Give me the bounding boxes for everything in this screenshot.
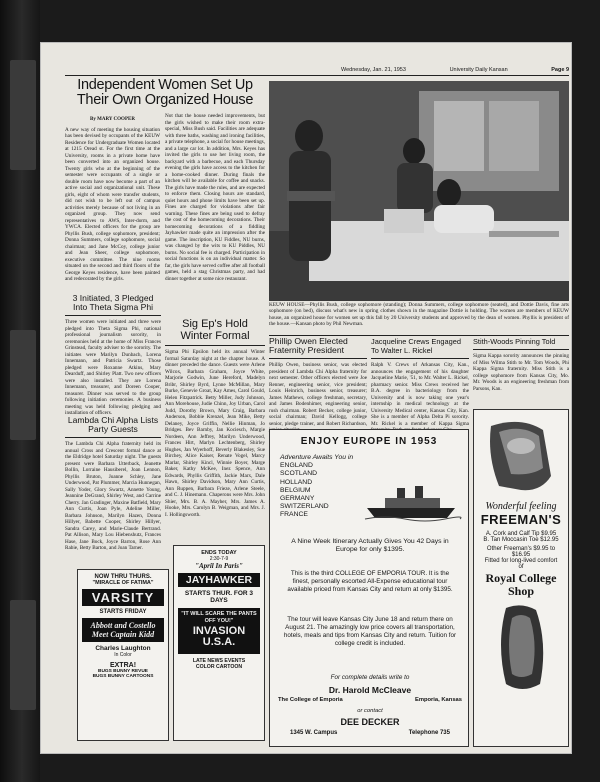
story-theta-sigma-phi — [65, 294, 161, 414]
binder-tab — [10, 330, 36, 440]
ad-address: 1345 W. Campus — [290, 730, 338, 736]
ad-fitted: Fitted for long-lived comfort of — [484, 558, 558, 570]
page-number: Page 9 — [551, 67, 569, 73]
header-rule — [65, 75, 569, 76]
photo-image — [269, 81, 569, 301]
story-text: Sigma Kappa sorority announces the pinning of Miss Wilma Stith to Mr. Tom Woods, Phi Kappa Sigma fraternity. Miss Stith is a college sophomore from Kansas City, Mo. Mr. Woods is an engineering freshman from Parsons, Kan. — [473, 353, 569, 392]
country: FRANCE — [280, 511, 308, 519]
ad-body-2: The tour will leave Kansas City June 18 and return there on August 21. The amazingly low price covers all transportation, hotels, meals and tips from Kansas City and return. Tuition for college credit is included. — [283, 616, 457, 647]
ad-address-line — [290, 730, 450, 736]
ad-shoe-b: B. Tan Moccasin Toe $12.95 — [483, 537, 559, 543]
country: HOLLAND — [280, 478, 313, 486]
ad-cartoon: COLOR CARTOON — [195, 664, 243, 670]
ad-news: LATE NEWS EVENTS — [192, 658, 246, 664]
headline-sig-ep: Sig Ep's Hold Winter Formal — [180, 318, 250, 342]
story-text: A new way of meeting the housing situation has been devised by occupants of the KEUW Residence for Undergraduate Women located at 1215 Oread st. For the first time at the University, rooms in a private home have been converted into an organized house. Twenty girls who at the beginning of the semester were occupants of a single or double room have now become a part of an active social and organizational unit. These girls, eight of whom were transfer students, did not wish to be left out of campus activities merely because of not living in an organized group. They now send representatives to AWS, Inter-dorm, and YWCA. Elected officers for the group are Phyllis Bush, college sophomore, president; Donna Summers, college sophomore, social chairman; and Jane McCoy, college junior and Jean Sheer, college sophomore, executive committee. The nine rooms situated on the second and third floors of the George Keyes residence, have been painted and redecorated by the girls. — [65, 126, 160, 282]
issue-date: Wednesday, Jan. 21, 1953 — [341, 67, 406, 73]
ad-now-thru: NOW THRU THURS. — [94, 574, 152, 580]
country: BELGIUM — [280, 486, 311, 494]
ad-theatre-jayhawker: JAYHAWKER — [178, 573, 260, 587]
ad-extra-2: BUGS BUNNY CARTOONS — [92, 674, 154, 679]
story-jacqueline-crews — [371, 337, 469, 429]
ad-feature-title: Abbott and Costello Meet Captain Kidd — [82, 618, 164, 642]
ad-body-1: This is the third COLLEGE OF EMPORIA TOUR. It is the finest, personally escorted All-Expense educational tour available priced from Kansas City and return at only $1395. — [287, 570, 453, 593]
story-sig-ep — [165, 318, 265, 543]
divider — [165, 345, 265, 346]
ad-agent: DEE DECKER — [340, 717, 400, 727]
ad-film-invasion: INVASION U.S.A. — [178, 624, 260, 654]
ad-theatre-varsity: VARSITY — [82, 589, 164, 606]
ad-other-freeman: Other Freeman's $9.95 to $16.95 — [486, 546, 556, 558]
story-text: Phillip Owen, business senior, was elected president of Lambda Chi Alpha fraternity for next semester. Other officers elected were Joe Renner, engineering senior, vice president; Louis Heinrich, business senior, treasurer; James Mathews, college freshman, secretary, and James Bodenhimer, engineering senior, rush chairman. Robert Becker, college junior, social chairman; David Kellogg, college senior, pledge trainer, and Robert Richardson, — [269, 362, 367, 427]
photo-caption — [269, 302, 569, 335]
headline-crews: Jacqueline Crews Engaged To Walter L. Rickel — [371, 337, 461, 355]
ship-illustration — [365, 478, 460, 520]
page-header — [341, 67, 569, 73]
ad-phone: Telephone 735 — [408, 730, 450, 736]
binder-tab — [10, 600, 36, 710]
ad-times: 2:30-7-9 — [209, 556, 229, 562]
ad-shoe-a: A. Cork and Calf Tip $9.95 — [485, 531, 557, 537]
ad-jayhawker-theatre — [173, 545, 265, 741]
divider — [65, 315, 161, 316]
story-text: Ralph V. Crews of Arkansas City, Kan., announces the engagement of his daughter Jacqueline Marie, '51, to Mr. Walter L. Rickel, pharmacy senior. Miss Crews received her B.A. degree in bacteriology from the University and is now taking one year's internship in medical technology at the University Medical center, Kansas City, Kan. She is a member of Alpha Delta Pi sorority. Mr. Rickel is a member of Kappa Sigma — [371, 362, 469, 427]
ad-extra-1: BUGS BUNNY REVUE — [97, 669, 149, 674]
country: SWITZERLAND — [280, 503, 329, 511]
story-text: Not that the house needed improvements, but the girls wished to make their room extra-special, Miss Bush said. Facilities are adequate with three baths, washing and ironing facilities, a private telephone, a social for house meetings, and a large car lot. In addition, Mrs. Keyes has invited the girls to use her living room, the backyard with a barbecue, and each Thursday evening the girls have access to the kitchen for a home-cooked dinner. During finals the kitchen will be available for coffee and snacks. The girls have made the rules, and are expected to enforce them. Closing hours are standard, quiet hours and phone limits have been set up. Fines are charged for violations after fair warning. These fines are being used to defray the cost of the homecoming decorations. Their homecoming decorations of a fiddling Jayhawker made quite an impression after the game. The inscription, KU Fiddles, NU burns, was changed by the wits to KU Piddles, NU burns. No social fee is charged. Participation in social functions is on an individual matter. So far, the girls have served coffee after all football games, held a stag Christmas party, and had dinner together at some nice restaurant. — [165, 113, 265, 282]
divider — [473, 349, 569, 350]
ad-ends-today: ENDS TODAY — [201, 550, 237, 556]
ad-film-fatima: "MIRACLE OF FATIMA" — [92, 580, 154, 586]
ad-shop-name: Royal College Shop — [485, 571, 557, 598]
section-rule — [269, 335, 569, 336]
story-text: Three women were initiated and three were pledged into Theta Sigma Phi, national professional journalism sorority, in ceremonies held at the home of Miss Frances Grinstead, faculty adviser to the sorority. The initiates were Marilyn Dunbach, Lorena Innemann, and Patricia Swartz. Those pledged were Roxanne Atkins, Mary Dearduff, and Shirley Platt. Two new officers were also installed. They are Lorena Innemann, treasurer, and Doreen Cooper, treasurer. Dinner was served to the group following initiation ceremonies. A business meeting was held following pledging and installation of officers. — [65, 319, 161, 416]
headline-theta-sigma-phi: 3 Initiated, 3 Pledged Into Theta Sigma Phi — [72, 293, 154, 312]
country: ENGLAND — [280, 462, 313, 470]
story-main-headline-box — [65, 78, 265, 112]
headline-independent-women: Independent Women Set Up Their Own Organized House — [76, 77, 254, 108]
byline: By MARY COOPER — [90, 117, 135, 122]
ad-freeman-shoes — [473, 409, 569, 747]
ad-scare-tagline: "IT WILL SCARE THE PANTS OFF YOU!" — [178, 608, 260, 624]
ad-color: In Color — [114, 652, 132, 658]
story-text: The Lambda Chi Alpha fraternity held its annual Cross and Crescent formal dance at the Eldridge hotel Saturday night. The guests present were Barbara Utterback, Jeanette Bollin, Lorraine Hausiberel, Joan Lennon, Phyllis Bruton, Joanne Schley, Jane Underwood, Pat Plummer, Marcia Hunnegan, Sally Yoder, Glory Swartz, Annette Young, Jeannine DeGrand, Shirley West, and Carrine Cherry. Jan Gradinger, Maxine Batfield, Mary Ann Curtis, Joan Pyle, Adeline Miller, Barbara Johnson, Marilyn Hazen, Donna Hillyer, Babette Cooper, Shirley Hillyer, Sandra Carey, and Marie-Claude Bertrand. Pat Allison, Mary Lou Hiebenshutz, Frances Hase, Jane Bock, Joyce Barron, Rose Ann Rabie, Betty Barton, and Joan Tarner. — [65, 441, 161, 551]
story-text: Sigma Phi Epsilon held its annual Winter formal Saturday night at the chapter house. A dinner preceded the dance. Guests were Arlene Wilcox, Barbara Graham, Joyce White, Marjorie Godwin, June Hereford, Madelyn Bribr, Shirley Byrd, Lynne McMillan, Mary Burke, Genevie Groat, Kay Ames, Carol Gould, Helen Fitzpatrick. Betty Miller, Judy Johnson, Ann Morehouse, Judie Chinn, Joy Urban, Carol Judd, Dorothy Brown, Mary Craig, Barbara Anderson, Bobbie Krenzel, Jean Mike, Betty Delaney, Joyce Griffin, Nellie Hinman, Jo Bridges. Bev Barnby, Jan Kociesch, Margie Nordeen, Ann Jeffrey, Marilyn Underwood, Frances Hirt, Marlyn Lechtenberg, Shirley Hughes, Jan Wyerhoff, Beverly Blakesley, Sue Birchey, Alice Kaiser, Renate Vogel, Marcy Marlar, Shirley Kincl, Winnie Boyer, Marge Baker, Kathy McKee, Inez Spence, Ann Edwards, Phyllis Griffith, Jackie Marx, Dale Hawn, Shirley Davidson, Mary Ann Curtis, Ann Ruppen, Barbara Frieze, Arlene Steele, and C. J. Hinemann. Chaperons were Mrs. John Shier, Mrs. B. A. Mayher, Mrs. James A. Hooke, Mrs. Carolyn B. Weigman, and Mrs. J. I. Hollingsworth. — [165, 349, 265, 518]
ad-tour-summary: A Nine Week Itinerary Actually Gives You 42 Days in Europe for only $1395. — [291, 538, 449, 553]
ad-varsity-theatre — [77, 569, 169, 741]
ad-extra: EXTRA! — [109, 662, 137, 669]
story-phillip-owen — [269, 337, 367, 429]
ad-name: Dr. Harold McCleave — [328, 685, 412, 695]
ad-starts-thur: STARTS THUR. FOR 3 DAYS — [184, 590, 254, 604]
ad-brand: FREEMAN'S — [480, 512, 562, 527]
paper-name: University Daily Kansan — [449, 67, 508, 73]
shoe-illustration — [486, 604, 556, 694]
ad-or: or contact — [357, 708, 383, 714]
headline-stith-woods: Stith-Woods Pinning Told — [473, 337, 556, 346]
binder-tab — [10, 60, 36, 170]
story-independent-women — [65, 114, 160, 292]
ad-college-line — [278, 697, 462, 703]
headline-phillip-owen: Phillip Owen Elected Fraternity President — [269, 336, 348, 355]
divider — [371, 358, 469, 359]
story-lambda-chi-alpha — [65, 416, 161, 566]
divider — [269, 358, 367, 359]
ad-europe-tour — [269, 429, 469, 747]
ad-film-april: "April In Paris" — [195, 562, 243, 570]
ad-city: Emporia, Kansas — [414, 697, 462, 703]
ad-adventure: Adventure Awaits You in — [280, 454, 354, 461]
ad-college: The College of Emporia — [278, 697, 343, 703]
caption-text: KEUW HOUSE—Phyllis Bush, college sophomore (standing); Donna Summers, college sophomore (seated), and Dottie Davis, fine arts sophomore (on bed), discuss what's new in spring clothes shown in the magazine Dottie is holding. The women are members of KEUW house, an organized house for women set up this fall by 20 University students and approved by the dean of women. Phyllis is president of the house.—Kansan photo by Phil Newman. — [269, 302, 569, 328]
ad-wonderful: Wonderful feeling — [485, 501, 557, 512]
ad-contact: For complete details write to — [330, 674, 410, 681]
headline-lambda-chi: Lambda Chi Alpha Lists Party Guests — [67, 415, 159, 434]
divider — [65, 437, 161, 438]
binder-edge — [0, 0, 40, 782]
photo-keuw-house — [269, 81, 569, 301]
ad-starts-friday: STARTS FRIDAY — [99, 609, 147, 615]
ad-europe-headline: ENJOY EUROPE IN 1953 — [300, 436, 438, 447]
shoe-illustration — [481, 416, 561, 494]
ad-star: Charles Laughton — [95, 645, 151, 652]
country: GERMANY — [280, 495, 315, 503]
newspaper-page — [40, 42, 572, 754]
story-stith-woods — [473, 337, 569, 407]
country: SCOTLAND — [280, 470, 318, 478]
ad-country-list — [280, 454, 360, 520]
